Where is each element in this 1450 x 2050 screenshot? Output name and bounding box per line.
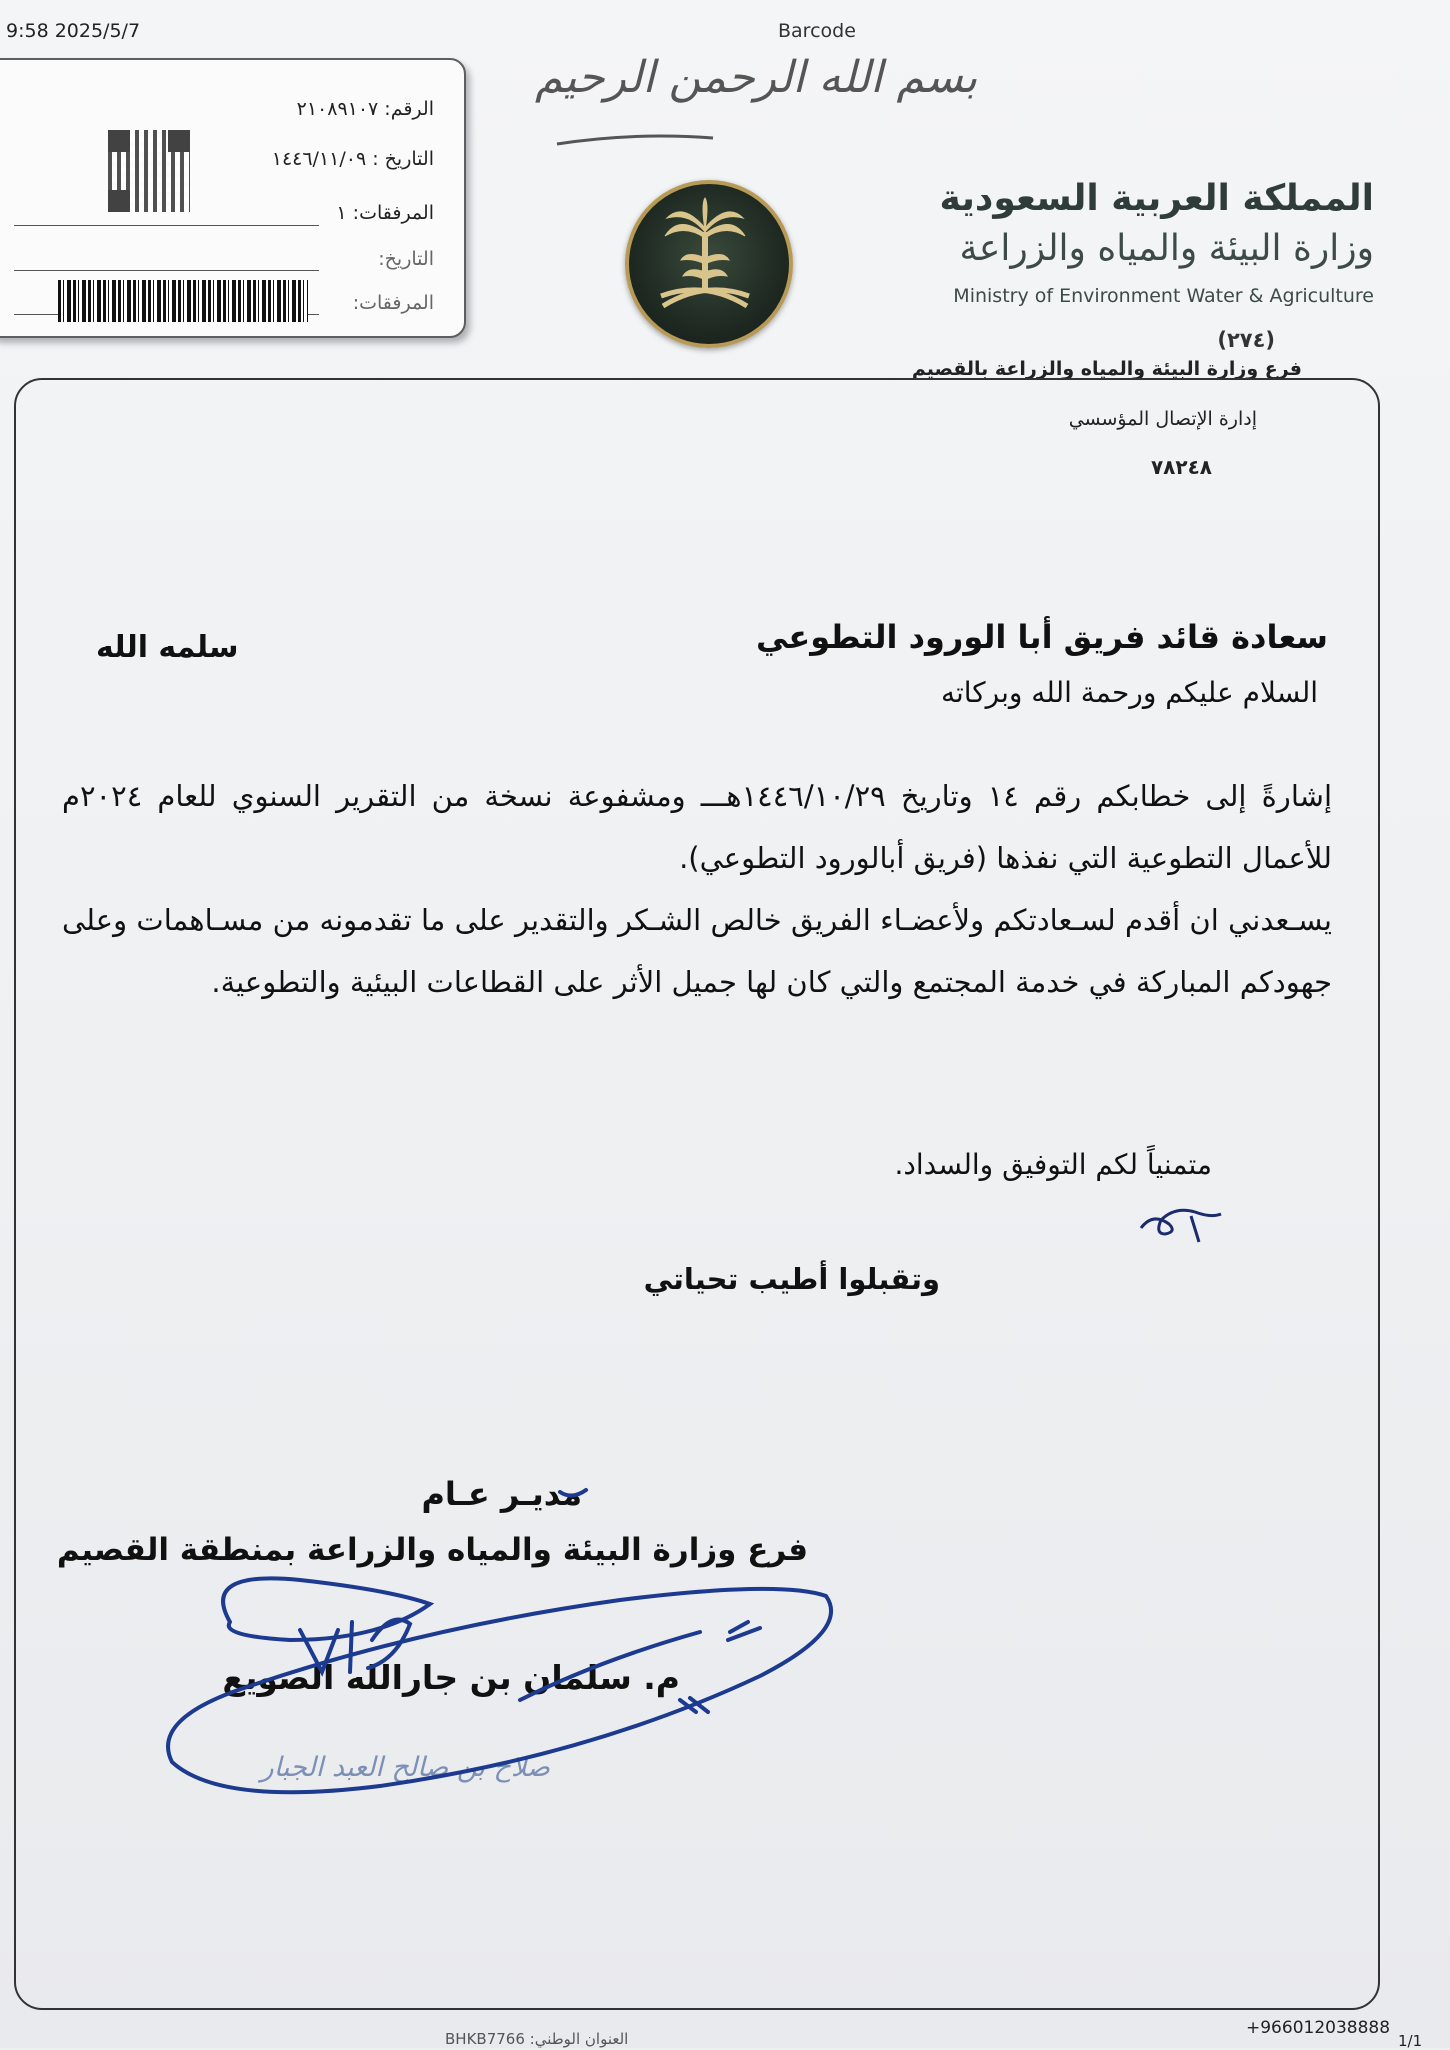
- barcode-label: Barcode: [778, 20, 856, 42]
- footer-address: العنوان الوطني: BHKB7766: [445, 2030, 629, 2048]
- stamp-attach-blank: المرفقات:: [352, 292, 434, 314]
- greeting: السلام عليكم ورحمة الله وبركاته: [940, 676, 1318, 709]
- footer-phone: +966012038888: [1246, 2018, 1391, 2038]
- initial-mark-icon: [1135, 1198, 1227, 1250]
- body-paragraph: يسـعدني ان أقدم لسـعادتكم ولأعضـاء الفريق خالص الشـكر والتقدير على ما تقدمونه من مسـاهمات وعلى جهودكم المباركة في خدمة المجتمع والتي كان لها جميل الأثر على القطاعات البيئية والتطوعية.: [62, 903, 1332, 999]
- letter-body: [62, 765, 1332, 1013]
- signatory-name: م. سلمان بن جارالله الصويع: [222, 1658, 680, 1697]
- closing-regards: وتقبلوا أطيب تحياتي: [643, 1262, 940, 1296]
- ministry-title-ar: وزارة البيئة والمياه والزراعة: [959, 228, 1374, 269]
- barcode-icon: [58, 280, 308, 322]
- stamp-line: [14, 225, 319, 226]
- print-timestamp: 9:58 2025/5/7: [6, 20, 141, 42]
- stamp-attachments: المرفقات: ١: [336, 202, 434, 224]
- stamp-date: التاريخ : ١٤٤٦/١١/٠٩: [271, 148, 434, 170]
- reference-stamp-box: [0, 58, 466, 338]
- signatory-title: مديـر عـام: [421, 1475, 582, 1513]
- signatory-branch: فرع وزارة البيئة والمياه والزراعة بمنطقة القصيم: [56, 1532, 808, 1568]
- palm-swords-icon: [629, 184, 781, 336]
- qr-code-icon: [108, 130, 190, 212]
- basmala: بسم الله الرحمن الرحيم: [535, 52, 978, 103]
- reference-code: (٢٧٤): [1217, 328, 1275, 352]
- closing-wish: متمنياً لكم التوفيق والسداد.: [894, 1148, 1212, 1181]
- saudi-emblem-logo: [625, 180, 793, 348]
- basmala-underline: [555, 128, 715, 150]
- recipient-line: سعادة قائد فريق أبا الورود التطوعي: [755, 618, 1328, 656]
- ministry-title-en: Ministry of Environment Water & Agriculture: [953, 285, 1374, 307]
- footer-page-number: 1/1: [1398, 2032, 1423, 2050]
- branch-stamp: فرع وزارة البيئة والمياه والزراعة بالقصيم: [911, 358, 1302, 380]
- stamp-line: [14, 270, 319, 271]
- recipient-blessing: سلمه الله: [96, 630, 239, 665]
- department-stamp: إدارة الإتصال المؤسسي: [1068, 408, 1257, 430]
- stamp-name: صلاح بن صالح العبد الجبار: [260, 1752, 550, 1783]
- kingdom-title: المملكة العربية السعودية: [939, 178, 1374, 219]
- department-number: ٧٨٢٤٨: [1150, 455, 1212, 479]
- stamp-date-blank: التاريخ:: [378, 248, 434, 270]
- stamp-number: الرقم: ٢١٠٨٩١٠٧: [296, 98, 434, 120]
- body-paragraph: إشارةً إلى خطابكم رقم ١٤ وتاريخ ١٤٤٦/١٠/٢٩هـــ ومشفوعة نسخة من التقرير السنوي للعام ٢٠٢٤م للأعمال التطوعية التي نفذها (فريق أبالورود التطوعي).: [62, 779, 1333, 875]
